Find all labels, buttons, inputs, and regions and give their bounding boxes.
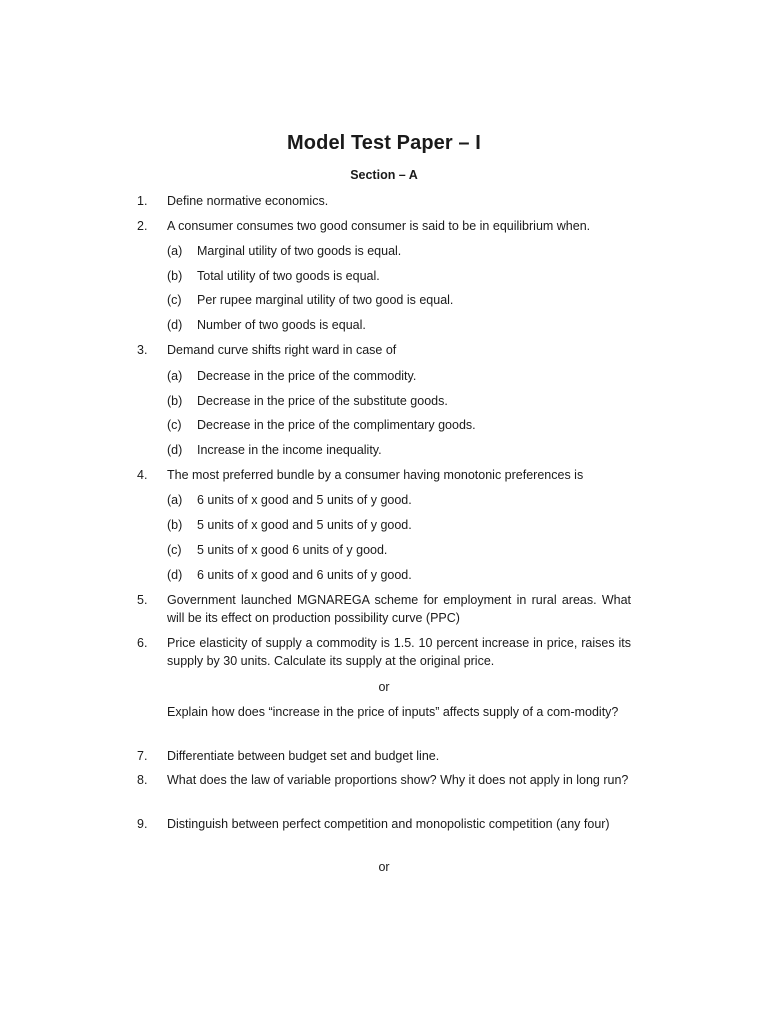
option-label: (a) — [167, 369, 183, 383]
question-9 — [137, 815, 631, 833]
or-separator: or — [378, 860, 390, 874]
question-number: 1. — [137, 194, 148, 208]
option-text: 5 units of x good and 5 units of y good. — [197, 518, 412, 532]
option-item — [167, 392, 631, 410]
question-number: 6. — [137, 636, 148, 650]
question-6 — [137, 634, 631, 670]
option-label: (d) — [167, 443, 183, 457]
option-item — [167, 516, 631, 534]
option-label: (d) — [167, 318, 183, 332]
option-label: (b) — [167, 518, 183, 532]
option-text: Marginal utility of two goods is equal. — [197, 244, 402, 258]
question-6-alternative: Explain how does “increase in the price of inputs” affects supply of a com-modity? — [167, 705, 619, 719]
option-text: Total utility of two goods is equal. — [197, 269, 380, 283]
question-number: 4. — [137, 468, 148, 482]
option-item — [167, 416, 631, 434]
question-text: Define normative economics. — [167, 194, 329, 208]
question-number: 2. — [137, 219, 148, 233]
question-text: Distinguish between perfect competition and monopolistic competition (any four) — [167, 817, 610, 831]
question-2 — [137, 217, 631, 235]
question-text: What does the law of variable proportions show? Why it does not apply in long run? — [167, 773, 629, 787]
question-1 — [137, 192, 631, 210]
option-label: (c) — [167, 293, 182, 307]
question-text: The most preferred bundle by a consumer having monotonic preferences is — [167, 468, 584, 482]
question-number: 5. — [137, 593, 148, 607]
option-text: 6 units of x good and 5 units of y good. — [197, 493, 412, 507]
option-item — [167, 291, 631, 309]
option-item — [167, 367, 631, 385]
question-text: Price elasticity of supply a commodity is 1.5. 10 percent increase in price, raises its supply by 30 units. Calculate its supply at the original price. — [167, 636, 631, 668]
question-8 — [137, 771, 631, 789]
option-label: (d) — [167, 568, 183, 582]
option-item — [167, 267, 631, 285]
or-separator: or — [378, 680, 390, 694]
option-label: (a) — [167, 493, 183, 507]
option-label: (c) — [167, 418, 182, 432]
question-text: A consumer consumes two good consumer is said to be in equilibrium when. — [167, 219, 591, 233]
question-number: 7. — [137, 749, 148, 763]
section-heading: Section – A — [350, 168, 418, 182]
paper-title: Model Test Paper – I — [287, 132, 481, 154]
question-number: 8. — [137, 773, 148, 787]
option-item — [167, 541, 631, 559]
question-text: Demand curve shifts right ward in case of — [167, 343, 397, 357]
question-number: 3. — [137, 343, 148, 357]
option-text: 6 units of x good and 6 units of y good. — [197, 568, 412, 582]
option-text: Decrease in the price of the complimentary goods. — [197, 418, 476, 432]
question-3 — [137, 341, 631, 359]
option-item — [167, 491, 631, 509]
question-text: Differentiate between budget set and budget line. — [167, 749, 440, 763]
option-item — [167, 566, 631, 584]
question-number: 9. — [137, 817, 148, 831]
option-label: (a) — [167, 244, 183, 258]
option-label: (b) — [167, 394, 183, 408]
option-text: Decrease in the price of the commodity. — [197, 369, 417, 383]
option-text: Number of two goods is equal. — [197, 318, 366, 332]
option-item — [167, 441, 631, 459]
question-text: Government launched MGNAREGA scheme for employment in rural areas. What will be its effect on production possibility curve (PPC) — [167, 593, 631, 625]
option-item — [167, 242, 631, 260]
option-label: (c) — [167, 543, 182, 557]
option-text: Decrease in the price of the substitute goods. — [197, 394, 448, 408]
question-7 — [137, 747, 631, 765]
option-text: Per rupee marginal utility of two good is equal. — [197, 293, 454, 307]
option-text: 5 units of x good 6 units of y good. — [197, 543, 388, 557]
question-5 — [137, 591, 631, 627]
question-4 — [137, 466, 631, 484]
option-label: (b) — [167, 269, 183, 283]
option-text: Increase in the income inequality. — [197, 443, 382, 457]
option-item — [167, 316, 631, 334]
